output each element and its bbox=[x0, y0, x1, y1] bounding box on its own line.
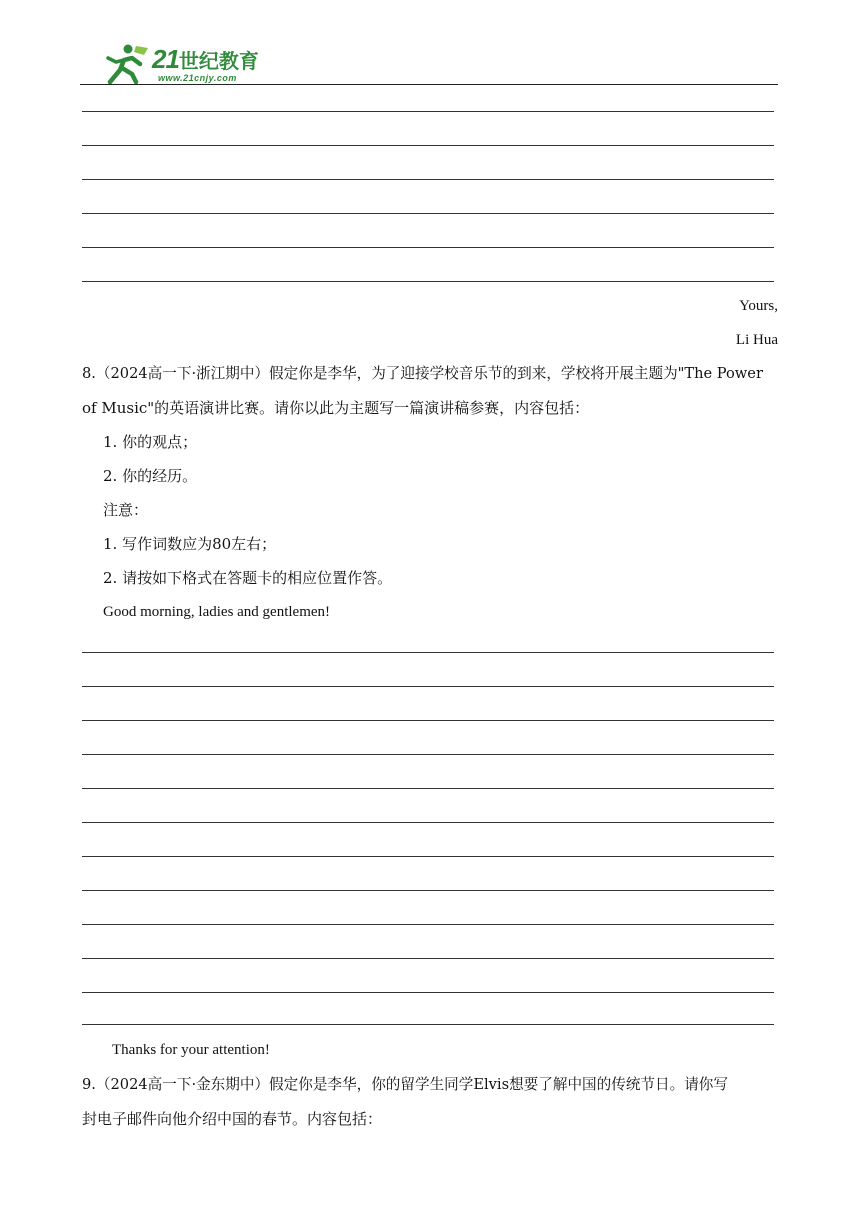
logo bbox=[102, 42, 282, 84]
answer-line bbox=[82, 754, 774, 755]
answer-line bbox=[82, 890, 774, 891]
answer-line bbox=[82, 1024, 774, 1025]
question-9-line-2: 封电子邮件向他介绍中国的春节。内容包括： bbox=[82, 1110, 383, 1128]
speech-closing: Thanks for your attention! bbox=[112, 1042, 270, 1058]
answer-line bbox=[82, 924, 774, 925]
note-item-2: 2. 请按如下格式在答题卡的相应位置作答。 bbox=[103, 569, 393, 587]
question-8-item-2: 2. 你的经历。 bbox=[103, 467, 198, 485]
answer-line bbox=[82, 720, 774, 721]
answer-line bbox=[82, 992, 774, 993]
answer-line bbox=[82, 145, 774, 146]
page-header bbox=[80, 40, 778, 86]
runner-logo-icon bbox=[102, 42, 150, 84]
answer-line bbox=[82, 788, 774, 789]
question-9-line-1: 9.（2024高一下·金东期中）假定你是李华，你的留学生同学Elvis想要了解中国的传统节日。请你写 bbox=[82, 1076, 728, 1093]
logo-url: www.21cnjy.com bbox=[158, 73, 237, 83]
speech-opening: Good morning, ladies and gentlemen! bbox=[103, 604, 331, 620]
header-divider bbox=[80, 84, 778, 85]
question-8-line-1: 8.（2024高一下·浙江期中）假定你是李华，为了迎接学校音乐节的到来，学校将开展主题为"The Power bbox=[82, 365, 763, 382]
question-8-item-1: 1. 你的观点； bbox=[103, 433, 198, 451]
note-item-1: 1. 写作词数应为80左右； bbox=[103, 535, 277, 553]
answer-line bbox=[82, 281, 774, 282]
answer-line bbox=[82, 958, 774, 959]
answer-line bbox=[82, 822, 774, 823]
answer-line bbox=[82, 179, 774, 180]
answer-line bbox=[82, 686, 774, 687]
question-8-line-2: of Music"的英语演讲比赛。请你以此为主题写一篇演讲稿参赛，内容包括： bbox=[82, 399, 590, 417]
answer-line bbox=[82, 111, 774, 112]
logo-number: 21 bbox=[152, 44, 179, 74]
letter-sign-off: Yours, bbox=[739, 298, 778, 314]
logo-chinese-name: 世纪教育 bbox=[178, 49, 259, 73]
answer-line bbox=[82, 247, 774, 248]
note-label: 注意： bbox=[103, 501, 149, 519]
letter-signature: Li Hua bbox=[735, 332, 778, 348]
answer-line bbox=[82, 213, 774, 214]
answer-line bbox=[82, 856, 774, 857]
answer-line bbox=[82, 652, 774, 653]
